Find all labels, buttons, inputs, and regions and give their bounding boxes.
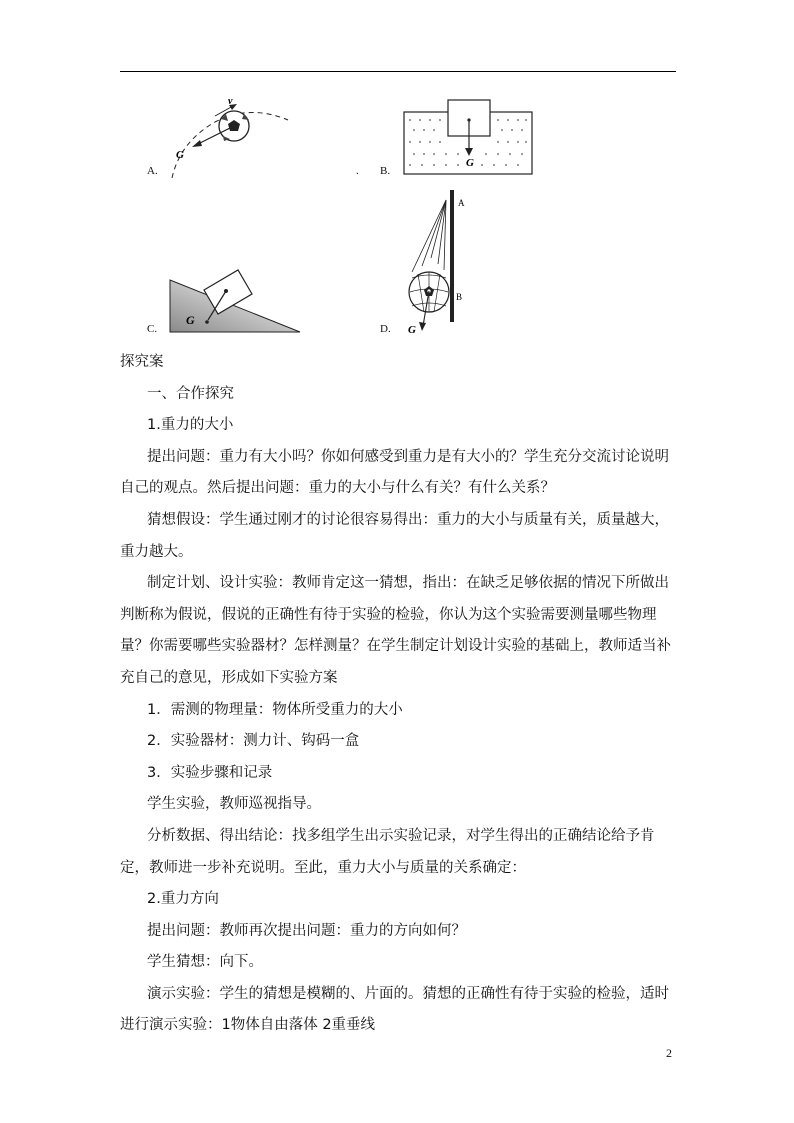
option-b-label: B. [380,165,391,177]
paragraph-student-experiment: 学生实验，教师巡视指导。 [147,796,321,813]
paragraph-raise-question: 提出问题：重力有大小吗？你如何感受到重力是有大小的？学生充分交流讨论说明自己的观点。然后提出问题：重力的大小与什么有关？有什么关系？ [120,448,669,497]
option-c-label: C. [147,323,158,335]
section-title: 探究案 [120,354,164,370]
option-a-label: A. [147,165,158,177]
figure-d-g-label: G [408,324,416,336]
paragraph-conclusion: 分析数据、得出结论：找多组学生出示实验记录，对学生得出的正确结论给予肯定，教师进一步补充说明。至此，重力大小与质量的关系确定： [120,827,655,876]
list-item-equipment: 2．实验器材：测力计、钩码一盒 [147,733,360,750]
heading-gravity-magnitude: 1.重力的大小 [147,417,234,434]
figure-a-v-label: v [228,96,233,107]
heading-gravity-direction: 2.重力方向 [147,891,219,908]
option-separator: . [356,165,359,177]
option-d-label: D. [380,323,391,335]
list-item-quantity: 1．需测的物理量：物体所受重力的大小 [147,701,403,718]
paragraph-student-guess: 学生猜想：向下。 [147,954,263,971]
figure-c-block-on-incline [168,264,302,336]
page-number: 2 [666,1046,672,1060]
paragraph-direction-question: 提出问题：教师再次提出问题：重力的方向如何？ [147,922,466,939]
figure-b-g-label: G [466,157,474,169]
heading-cooperative-inquiry: 一、合作探究 [147,385,234,402]
figure-b-block-in-liquid [402,98,534,178]
header-rule [120,71,676,72]
paragraph-plan-experiment: 制定计划、设计实验：教师肯定这一猜想，指出：在缺乏足够依据的情况下所做出判断称为假说，假说的正确性有待于实验的检验，你认为这个实验需要测量哪些物理量？你需要哪些实验器材？怎样测量？在学生制定计划设计实验的基础上，教师适当补充自己的意见，形成如下实验方案 [120,575,671,686]
figure-a-g-label: G [176,149,184,161]
body-text [120,347,680,1042]
figure-d-point-a: A [458,198,465,208]
figure-a-soccer-ball [160,92,300,182]
paragraph-hypothesis: 猜想假设：学生通过刚才的讨论很容易得出：重力的大小与质量有关，质量越大，重力越大。 [120,511,669,560]
figure-c-g-label: G [186,313,195,327]
paragraph-demonstration: 演示实验：学生的猜想是模糊的、片面的。猜想的正确性有待于实验的检验，适时进行演示实验：1物体自由落体 2重垂线 [120,985,669,1034]
figure-d-point-b: B [456,292,463,302]
figure-d-ball-in-net [398,188,478,340]
list-item-steps: 3．实验步骤和记录 [147,764,273,781]
